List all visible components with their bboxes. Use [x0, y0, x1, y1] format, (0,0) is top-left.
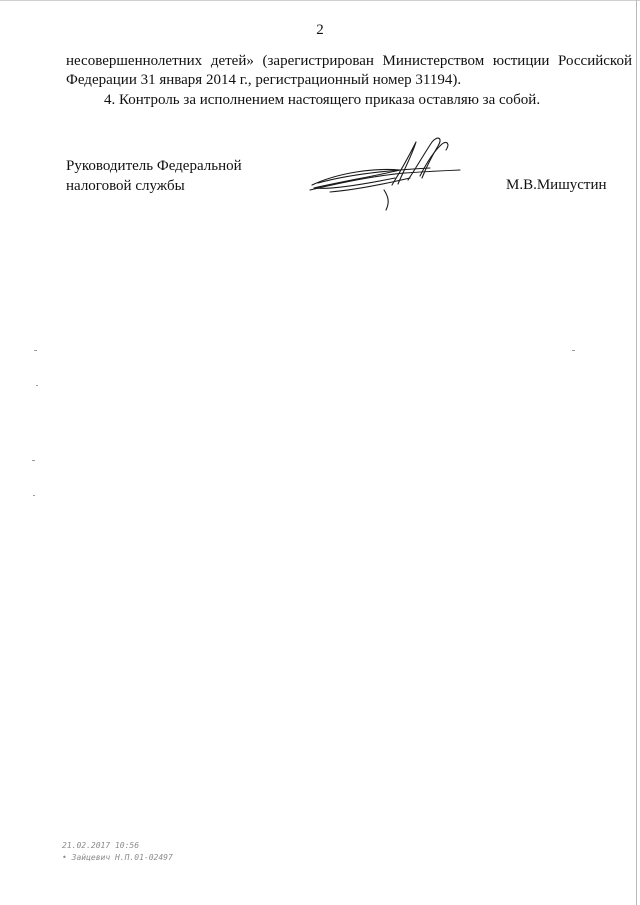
signatory-title-line-2: налоговой службы	[66, 178, 185, 194]
signatory-name: М.В.Мишустин	[506, 177, 607, 193]
margin-artifact	[36, 385, 38, 386]
signatory-title	[66, 156, 242, 196]
margin-artifact	[32, 460, 35, 461]
paragraph-continuation: несовершеннолетних детей» (зарегистрирован Министерством юстиции Российской Федерации 31 января 2014 г., регистрационный номер 31194).	[66, 53, 632, 88]
document-body	[66, 52, 632, 110]
page-right-edge	[636, 0, 637, 905]
handwritten-signature	[300, 130, 465, 215]
page-number: 2	[316, 22, 324, 38]
stamp-line-1: 21.02.2017 10:56	[62, 841, 140, 850]
stamp-line-2: • Зайцевич Н.П.01-02497	[62, 853, 173, 862]
margin-artifact	[572, 350, 575, 351]
paragraph-clause-4: 4. Контроль за исполнением настоящего приказа оставляю за собой.	[104, 92, 541, 108]
margin-artifact	[33, 495, 35, 496]
signatory-title-line-1: Руководитель Федеральной	[66, 158, 242, 174]
margin-artifact	[34, 350, 37, 351]
registration-stamp	[62, 840, 173, 864]
page-top-edge	[0, 0, 640, 1]
